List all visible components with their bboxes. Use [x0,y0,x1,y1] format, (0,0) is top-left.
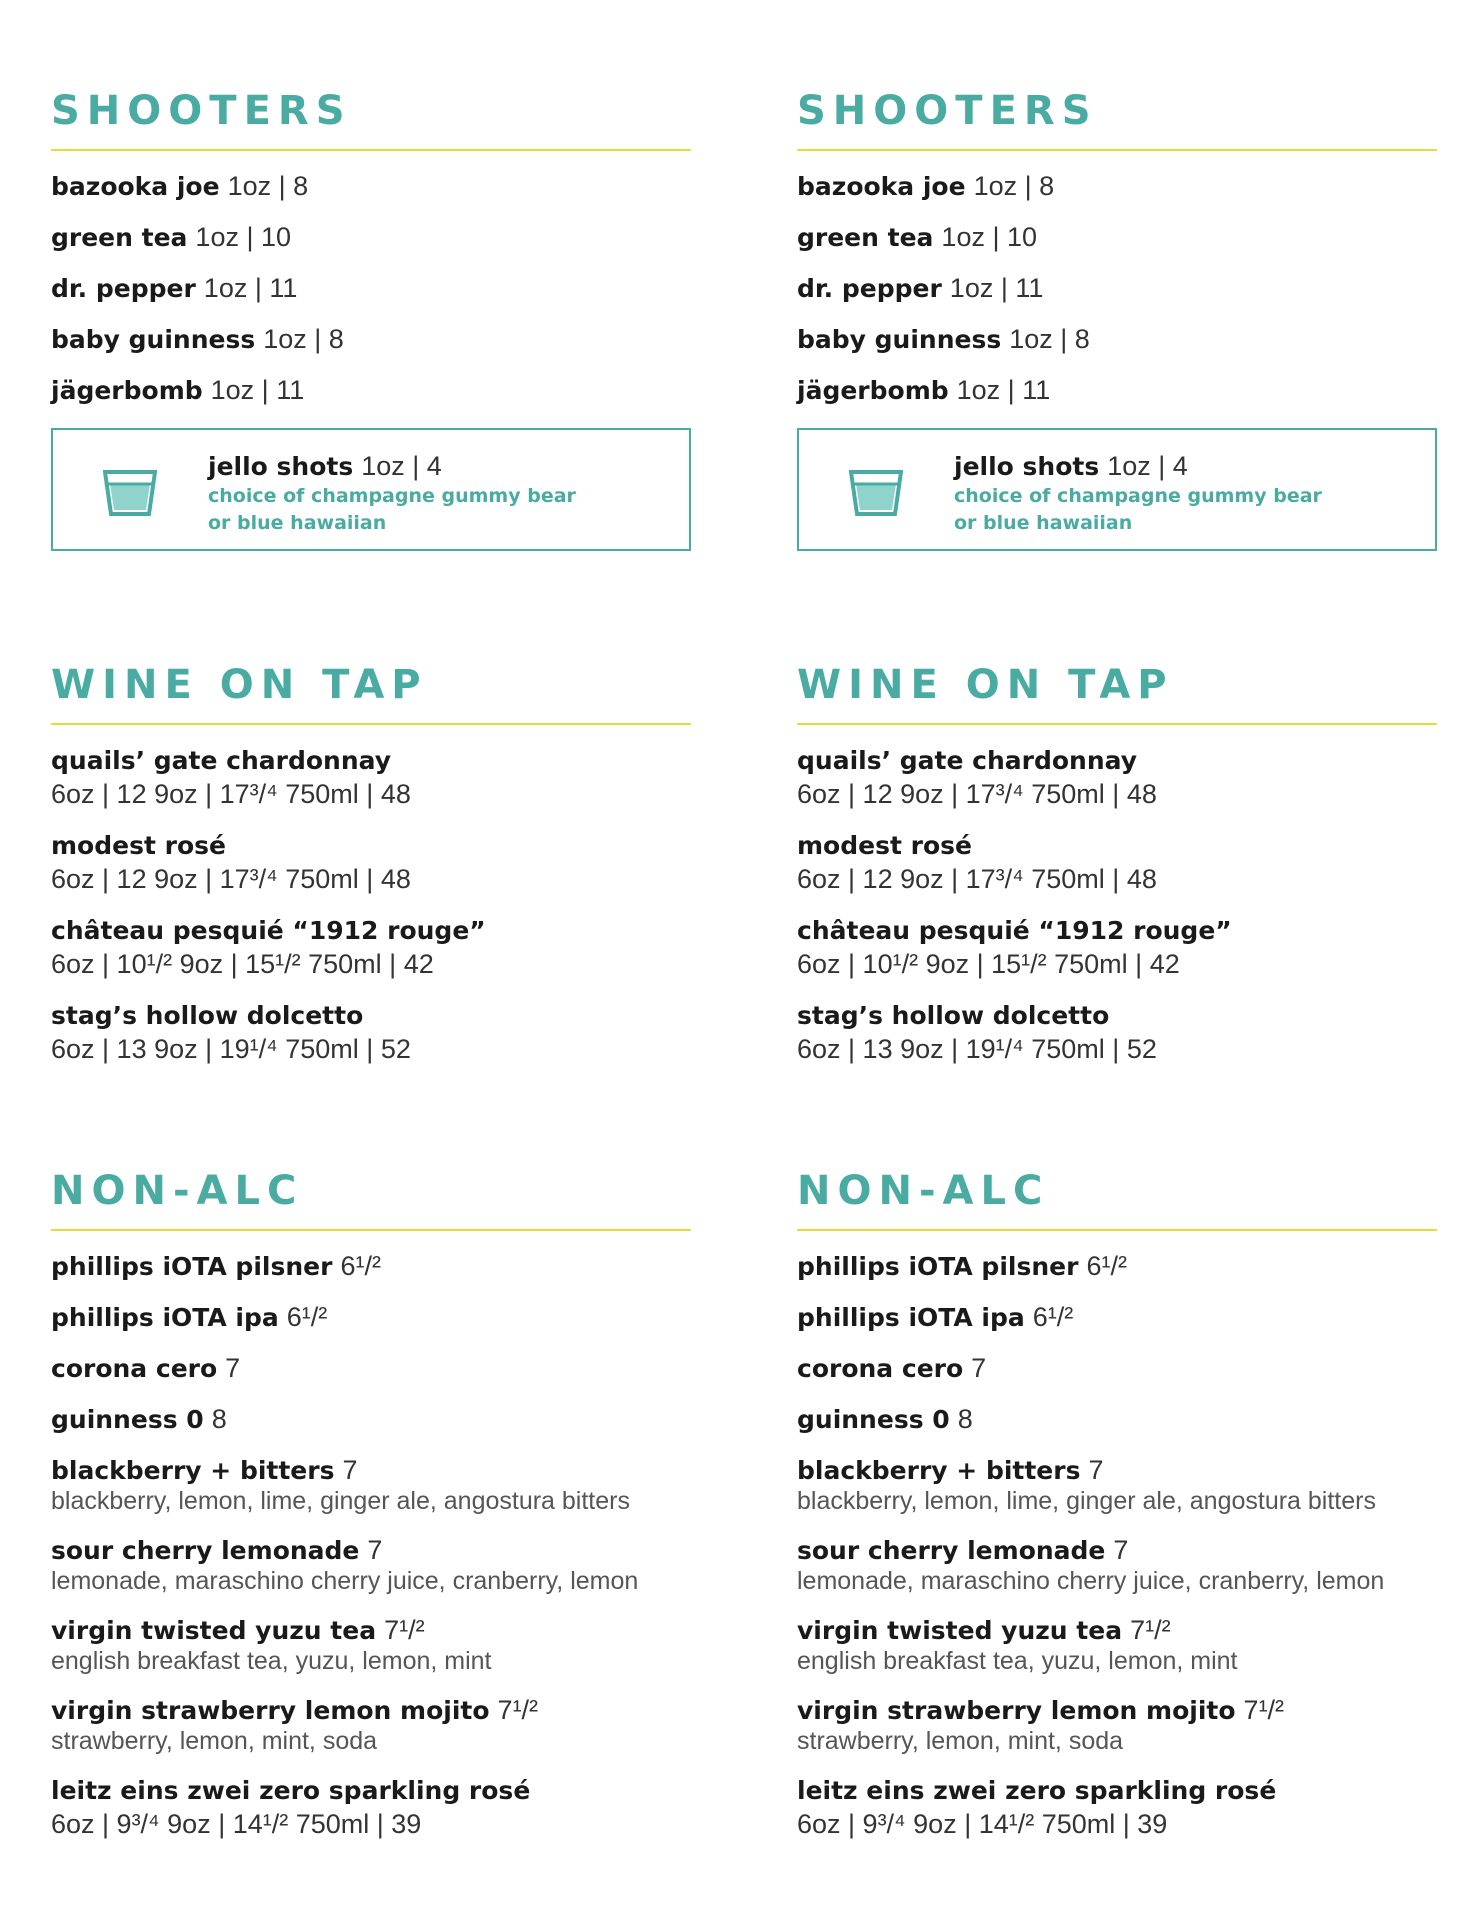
shooter-item [797,221,1037,254]
jello-text [954,450,1322,537]
wine-item-pricing: 6oz | 10¹/² 9oz | 15¹/² 750ml | 42 [797,949,1180,979]
section-rule [797,1229,1437,1231]
item-price: 1oz | 4 [1107,451,1188,481]
item-price: 1oz | 10 [941,222,1038,252]
item-description: lemonade, maraschino cherry juice, cranberry, lemon [51,1567,639,1595]
item-price: 7¹/² [1243,1695,1285,1725]
jello-text [208,450,576,537]
wine-item-name [797,914,1232,947]
item-name: green tea [51,223,188,252]
item-price: 7¹/² [1130,1615,1171,1645]
item-price: 6¹/² [340,1251,381,1281]
item-price: 7 [1113,1535,1129,1565]
nonalc-item [51,1774,530,1807]
wine-item-pricing: 6oz | 13 9oz | 19¹/⁴ 750ml | 52 [51,1034,411,1064]
item-name: guinness 0 [797,1405,950,1434]
item-name: modest rosé [797,831,972,860]
item-name: jägerbomb [51,376,203,405]
item-name: château pesquié “1912 rouge” [51,916,486,945]
item-name: château pesquié “1912 rouge” [797,916,1232,945]
shooter-item [797,323,1090,356]
jello-desc: choice of champagne gummy bear [954,485,1322,507]
item-name: jägerbomb [797,376,949,405]
item-price: 1oz | 11 [203,273,298,303]
wine-item-pricing: 6oz | 12 9oz | 17³/⁴ 750ml | 48 [797,864,1157,894]
wine-item-name [51,829,226,862]
nonalc-item [51,1534,382,1567]
item-name: phillips iOTA pilsner [797,1252,1079,1281]
item-name: virgin strawberry lemon mojito [51,1696,490,1725]
item-price: 8 [957,1404,973,1434]
item-name: blackberry + bitters [51,1456,335,1485]
wine-item-pricing: 6oz | 9³/⁴ 9oz | 14¹/² 750ml | 39 [797,1809,1168,1839]
wine-item-pricing: 6oz | 10¹/² 9oz | 15¹/² 750ml | 42 [51,949,434,979]
item-name: quails’ gate chardonnay [51,746,392,775]
wine-item-name [51,744,391,777]
item-price: 6¹/² [1032,1302,1074,1332]
nonalc-item [51,1250,381,1283]
wine-item-pricing: 6oz | 13 9oz | 19¹/⁴ 750ml | 52 [797,1034,1157,1064]
item-name: phillips iOTA ipa [797,1303,1025,1332]
item-price: 1oz | 4 [361,451,442,481]
item-name: bazooka joe [51,172,220,201]
nonalc-item [51,1352,240,1385]
item-name: bazooka joe [797,172,966,201]
item-name: baby guinness [797,325,1002,354]
item-name: baby guinness [51,325,256,354]
item-name: stag’s hollow dolcetto [51,1001,364,1030]
item-description: blackberry, lemon, lime, ginger ale, angostura bitters [51,1487,630,1515]
wine-item-pricing: 6oz | 12 9oz | 17³/⁴ 750ml | 48 [51,864,411,894]
jello-shots-box [51,428,691,551]
item-name: virgin twisted yuzu tea [797,1616,1123,1645]
item-name: leitz eins zwei zero sparkling rosé [797,1776,1277,1805]
jello-desc: or blue hawaiian [954,512,1133,534]
item-name: corona cero [797,1354,964,1383]
section-rule [797,149,1437,151]
item-price: 7 [1088,1455,1104,1485]
item-name: modest rosé [51,831,226,860]
item-name: jello shots [208,452,354,481]
nonalc-item [797,1250,1127,1283]
nonalc-item [797,1454,1104,1487]
jello-title [208,450,576,483]
wine-item-name [797,829,972,862]
section-title-shooters: SHOOTERS [797,88,1098,134]
item-name: sour cherry lemonade [797,1536,1106,1565]
shooter-item [51,323,344,356]
wine-item-pricing: 6oz | 12 9oz | 17³/⁴ 750ml | 48 [51,779,411,809]
item-name: green tea [797,223,934,252]
wine-item-name [51,914,486,947]
item-price: 1oz | 8 [973,171,1055,201]
shooter-item [51,374,304,407]
shooter-item [51,221,291,254]
item-price: 7 [971,1353,987,1383]
item-description: strawberry, lemon, mint, soda [51,1727,378,1755]
jello-desc: choice of champagne gummy bear [208,485,576,507]
item-price: 1oz | 8 [1009,324,1090,354]
item-name: quails’ gate chardonnay [797,746,1138,775]
item-price: 1oz | 10 [195,222,292,252]
item-name: phillips iOTA pilsner [51,1252,333,1281]
shooter-item [51,272,297,305]
item-name: phillips iOTA ipa [51,1303,279,1332]
item-name: leitz eins zwei zero sparkling rosé [51,1776,531,1805]
nonalc-item [51,1454,358,1487]
item-price: 7 [367,1535,383,1565]
item-name: stag’s hollow dolcetto [797,1001,1110,1030]
cup-icon [849,470,903,516]
shooter-item [797,374,1050,407]
nonalc-item [51,1694,538,1727]
cup-icon [103,470,157,516]
section-title-wine: WINE ON TAP [797,662,1174,708]
wine-item-name [797,744,1137,777]
section-rule [51,1229,691,1231]
item-price: 7¹/² [497,1695,539,1725]
item-name: dr. pepper [797,274,942,303]
item-name: corona cero [51,1354,218,1383]
item-name: virgin twisted yuzu tea [51,1616,377,1645]
shooter-item [797,170,1054,203]
shooter-item [797,272,1043,305]
nonalc-item [797,1352,986,1385]
wine-item-name [797,999,1109,1032]
wine-item-pricing: 6oz | 12 9oz | 17³/⁴ 750ml | 48 [797,779,1157,809]
nonalc-item [797,1774,1276,1807]
nonalc-item [797,1614,1171,1647]
item-price: 7¹/² [384,1615,425,1645]
section-title-wine: WINE ON TAP [51,662,428,708]
item-name: dr. pepper [51,274,196,303]
item-price: 1oz | 11 [956,375,1051,405]
item-description: blackberry, lemon, lime, ginger ale, angostura bitters [797,1487,1376,1515]
section-rule [51,149,691,151]
section-title-nonalc: NON-ALC [797,1168,1050,1214]
item-name: sour cherry lemonade [51,1536,360,1565]
jello-title [954,450,1322,483]
wine-item-name [51,999,363,1032]
section-title-nonalc: NON-ALC [51,1168,304,1214]
item-name: virgin strawberry lemon mojito [797,1696,1236,1725]
nonalc-item [797,1534,1128,1567]
nonalc-item [797,1301,1073,1334]
item-description: english breakfast tea, yuzu, lemon, mint [51,1647,492,1675]
item-description: lemonade, maraschino cherry juice, cranberry, lemon [797,1567,1385,1595]
item-description: strawberry, lemon, mint, soda [797,1727,1124,1755]
item-price: 1oz | 11 [210,375,305,405]
shooter-item [51,170,308,203]
item-price: 1oz | 8 [263,324,344,354]
jello-shots-box [797,428,1437,551]
item-name: guinness 0 [51,1405,204,1434]
item-description: english breakfast tea, yuzu, lemon, mint [797,1647,1238,1675]
nonalc-item [51,1614,425,1647]
item-price: 7 [342,1455,358,1485]
nonalc-item [51,1301,327,1334]
item-price: 6¹/² [286,1302,328,1332]
nonalc-item [797,1403,973,1436]
nonalc-item [797,1694,1284,1727]
wine-item-pricing: 6oz | 9³/⁴ 9oz | 14¹/² 750ml | 39 [51,1809,422,1839]
item-price: 7 [225,1353,241,1383]
item-price: 8 [211,1404,227,1434]
nonalc-item [51,1403,227,1436]
item-price: 6¹/² [1086,1251,1127,1281]
section-rule [797,723,1437,725]
section-title-shooters: SHOOTERS [51,88,352,134]
item-price: 1oz | 11 [949,273,1044,303]
jello-desc: or blue hawaiian [208,512,387,534]
item-price: 1oz | 8 [227,171,309,201]
item-name: blackberry + bitters [797,1456,1081,1485]
item-name: jello shots [954,452,1100,481]
section-rule [51,723,691,725]
